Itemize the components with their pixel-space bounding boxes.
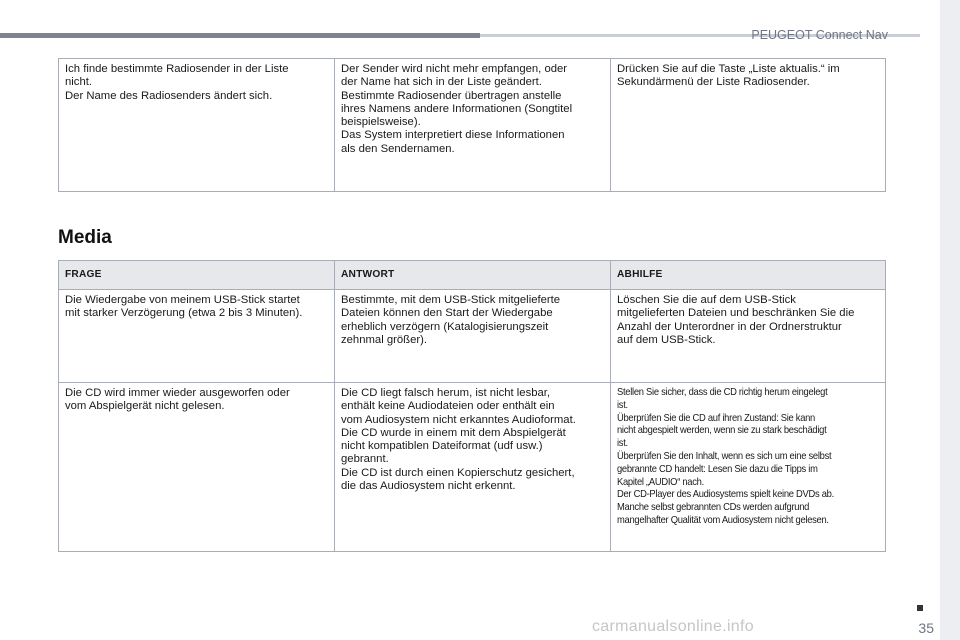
text-line: Bestimmte Radiosender übertragen anstelle [341, 89, 562, 102]
remedy-cell [611, 59, 886, 192]
text-line: Der Sender wird nicht mehr empfangen, oder [341, 63, 568, 75]
page-number: 35 [918, 620, 934, 636]
text-line: als den Sendernamen. [341, 142, 455, 155]
text-line: Sekundärmenü der Liste Radiosender. [617, 76, 810, 89]
text-line: erheblich verzögern (Katalogisierungszeit [341, 320, 549, 333]
text-line: mangelhafter Qualität vom Audiosystem nicht gelesen. [617, 514, 829, 526]
text-line: Löschen Sie die auf dem USB-Stick [617, 294, 796, 306]
text-line: Das System interpretiert diese Informationen [341, 129, 565, 142]
text-line: Die Wiedergabe von meinem USB-Stick startet [65, 294, 300, 306]
text-line: nicht kompatiblen Dateiformat (udf usw.) [341, 440, 543, 453]
section-heading-media: Media [58, 227, 112, 248]
page-marker [917, 605, 923, 611]
column-header-frage: FRAGE [59, 261, 335, 290]
text-line: vom Audiosystem nicht erkanntes Audioformat. [341, 413, 576, 426]
text-line: nicht abgespielt werden, wenn sie zu stark beschädigt [617, 425, 827, 437]
answer-cell [335, 383, 611, 552]
table-header-row [59, 261, 886, 290]
text-line: enthält keine Audiodateien oder enthält ein [341, 400, 555, 413]
text-line: mit starker Verzögerung (etwa 2 bis 3 Minuten). [65, 307, 303, 320]
radio-troubleshooting-table [58, 58, 886, 192]
text-line: Stellen Sie sicher, dass die CD richtig herum eingelegt [617, 387, 828, 398]
media-troubleshooting-table [58, 260, 886, 552]
table-row [59, 290, 886, 383]
table-row [59, 383, 886, 552]
header-rule-dark [0, 33, 480, 38]
text-line: Überprüfen Sie den Inhalt, wenn es sich um eine selbst [617, 450, 832, 462]
column-header-abhilfe: ABHILFE [611, 261, 886, 290]
remedy-cell [611, 383, 886, 552]
text-line: auf dem USB-Stick. [617, 333, 716, 346]
text-line: gebrannte CD handelt: Lesen Sie dazu die Tipps im [617, 463, 818, 475]
text-line: ist. [617, 399, 628, 411]
text-line: vom Abspielgerät nicht gelesen. [65, 400, 225, 413]
column-header-antwort: ANTWORT [335, 261, 611, 290]
text-line: Die CD liegt falsch herum, ist nicht lesbar, [341, 387, 551, 399]
text-line: die das Audiosystem nicht erkennt. [341, 480, 516, 493]
text-line: beispielsweise). [341, 116, 421, 129]
text-line: Ich finde bestimmte Radiosender in der Liste [65, 63, 289, 75]
remedy-cell [611, 290, 886, 383]
answer-cell [335, 290, 611, 383]
text-line: Kapitel „AUDIO“ nach. [617, 476, 704, 488]
text-line: der Name hat sich in der Liste geändert. [341, 76, 542, 89]
question-cell [59, 383, 335, 552]
text-line: Die CD wird immer wieder ausgeworfen oder [65, 387, 290, 399]
table-row [59, 59, 886, 192]
text-line: Bestimmte, mit dem USB-Stick mitgelieferte [341, 294, 561, 306]
text-line: Drücken Sie auf die Taste „Liste aktualis.“ im [617, 63, 840, 75]
watermark: carmanualsonline.info [592, 618, 754, 635]
text-line: Der Name des Radiosenders ändert sich. [65, 89, 273, 102]
text-line: ist. [617, 438, 628, 450]
remedy-text [617, 387, 877, 528]
text-line: Dateien können den Start der Wiedergabe [341, 307, 553, 320]
text-line: Anzahl der Unterordner in der Ordnerstruktur [617, 320, 842, 333]
text-line: Manche selbst gebrannten CDs werden aufgrund [617, 502, 810, 514]
question-cell [59, 290, 335, 383]
text-line: ihres Namens andere Informationen (Songtitel [341, 102, 573, 115]
text-line: zehnmal größer). [341, 333, 428, 346]
text-line: gebrannt. [341, 453, 389, 466]
side-band [940, 0, 960, 640]
text-line: nicht. [65, 76, 93, 89]
text-line: Der CD-Player des Audiosystems spielt keine DVDs ab. [617, 489, 834, 501]
text-line: Die CD ist durch einen Kopierschutz gesichert, [341, 466, 575, 479]
question-cell [59, 59, 335, 192]
text-line: Überprüfen Sie die CD auf ihren Zustand: Sie kann [617, 412, 816, 424]
brand-title: PEUGEOT Connect Nav [751, 28, 888, 42]
text-line: mitgelieferten Dateien und beschränken Sie die [617, 307, 855, 320]
answer-cell [335, 59, 611, 192]
text-line: Die CD wurde in einem mit dem Abspielgerät [341, 426, 566, 439]
